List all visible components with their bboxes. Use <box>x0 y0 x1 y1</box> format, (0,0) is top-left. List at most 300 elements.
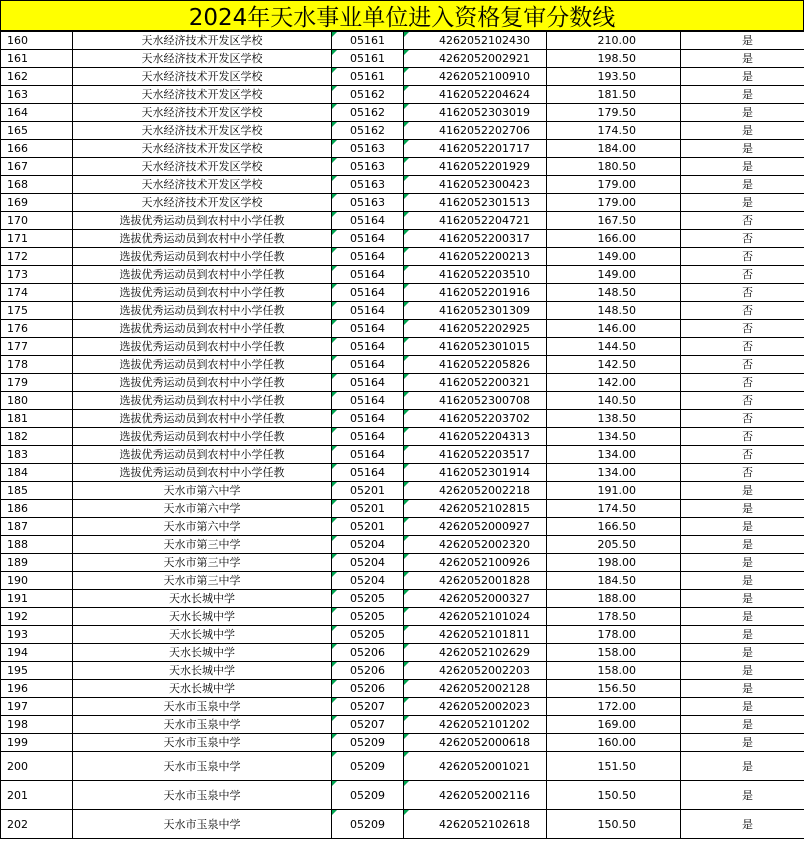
text-format-marker-icon <box>404 482 409 487</box>
exam-id-cell[interactable] <box>404 302 547 320</box>
unit-name-cell[interactable] <box>73 518 332 536</box>
score-cell[interactable] <box>547 680 681 698</box>
exam-id-cell[interactable] <box>404 428 547 446</box>
row-number-cell[interactable] <box>1 194 73 212</box>
score-cell[interactable] <box>547 662 681 680</box>
text-format-marker-icon <box>332 50 337 55</box>
qualified-flag-cell[interactable] <box>681 446 804 464</box>
score: 144.50 <box>597 340 636 353</box>
score-cell[interactable] <box>547 716 681 734</box>
unit-name-cell[interactable] <box>73 320 332 338</box>
unit-name-cell[interactable] <box>73 608 332 626</box>
row-number-cell[interactable] <box>1 752 73 781</box>
position-code-cell[interactable] <box>332 284 404 302</box>
exam-id: 4162052204624 <box>439 88 530 101</box>
position-code-cell[interactable] <box>332 248 404 266</box>
position-code-cell[interactable] <box>332 32 404 50</box>
exam-id-cell[interactable] <box>404 644 547 662</box>
qualified-flag-cell[interactable] <box>681 158 804 176</box>
qualified-flag-cell[interactable] <box>681 302 804 320</box>
qualified-flag-cell[interactable] <box>681 716 804 734</box>
score-cell[interactable] <box>547 781 681 810</box>
qualified-flag-cell[interactable] <box>681 68 804 86</box>
score-cell[interactable] <box>547 392 681 410</box>
score-cell[interactable] <box>547 248 681 266</box>
position-code-cell[interactable] <box>332 68 404 86</box>
qualified-flag-cell[interactable] <box>681 680 804 698</box>
qualified-flag: 是 <box>742 759 753 773</box>
row-number-cell[interactable] <box>1 626 73 644</box>
row-number-cell[interactable] <box>1 518 73 536</box>
exam-id-cell[interactable] <box>404 572 547 590</box>
unit-name-cell[interactable] <box>73 482 332 500</box>
qualified-flag-cell[interactable] <box>681 698 804 716</box>
unit-name-cell[interactable] <box>73 644 332 662</box>
unit-name-cell[interactable] <box>73 572 332 590</box>
position-code-cell[interactable] <box>332 266 404 284</box>
exam-id-cell[interactable] <box>404 698 547 716</box>
score-cell[interactable] <box>547 500 681 518</box>
score-cell[interactable] <box>547 122 681 140</box>
exam-id-cell[interactable] <box>404 122 547 140</box>
row-number-cell[interactable] <box>1 248 73 266</box>
score-cell[interactable] <box>547 158 681 176</box>
row-number-cell[interactable] <box>1 140 73 158</box>
row-number-cell[interactable] <box>1 338 73 356</box>
score-cell[interactable] <box>547 68 681 86</box>
row-number-cell[interactable] <box>1 554 73 572</box>
position-code-cell[interactable] <box>332 680 404 698</box>
score-cell[interactable] <box>547 810 681 839</box>
exam-id-cell[interactable] <box>404 518 547 536</box>
qualified-flag-cell[interactable] <box>681 104 804 122</box>
unit-name-cell[interactable] <box>73 781 332 810</box>
position-code-cell[interactable] <box>332 392 404 410</box>
row-number-cell[interactable] <box>1 608 73 626</box>
unit-name-cell[interactable] <box>73 752 332 781</box>
position-code-cell[interactable] <box>332 752 404 781</box>
qualified-flag-cell[interactable] <box>681 428 804 446</box>
qualified-flag: 是 <box>742 124 753 137</box>
exam-id-cell[interactable] <box>404 752 547 781</box>
unit-name-cell[interactable] <box>73 680 332 698</box>
position-code-cell[interactable] <box>332 140 404 158</box>
unit-name-cell[interactable] <box>73 410 332 428</box>
exam-id-cell[interactable] <box>404 446 547 464</box>
position-code-cell[interactable] <box>332 230 404 248</box>
score-cell[interactable] <box>547 464 681 482</box>
row-number-cell[interactable] <box>1 68 73 86</box>
score-cell[interactable] <box>547 266 681 284</box>
row-number-cell[interactable] <box>1 464 73 482</box>
unit-name-cell[interactable] <box>73 212 332 230</box>
qualified-flag-cell[interactable] <box>681 284 804 302</box>
score-cell[interactable] <box>547 140 681 158</box>
exam-id-cell[interactable] <box>404 104 547 122</box>
exam-id-cell[interactable] <box>404 536 547 554</box>
score-cell[interactable] <box>547 32 681 50</box>
unit-name: 选拔优秀运动员到农村中小学任教 <box>119 214 285 227</box>
score-cell[interactable] <box>547 320 681 338</box>
row-number-cell[interactable] <box>1 374 73 392</box>
unit-name-cell[interactable] <box>73 554 332 572</box>
row-number-cell[interactable] <box>1 356 73 374</box>
qualified-flag-cell[interactable] <box>681 338 804 356</box>
unit-name-cell[interactable] <box>73 284 332 302</box>
unit-name-cell[interactable] <box>73 140 332 158</box>
exam-id-cell[interactable] <box>404 662 547 680</box>
exam-id-cell[interactable] <box>404 176 547 194</box>
exam-id-cell[interactable] <box>404 50 547 68</box>
qualified-flag-cell[interactable] <box>681 32 804 50</box>
qualified-flag-cell[interactable] <box>681 554 804 572</box>
unit-name-cell[interactable] <box>73 464 332 482</box>
position-code-cell[interactable] <box>332 194 404 212</box>
exam-id: 4162052204313 <box>439 430 530 443</box>
qualified-flag-cell[interactable] <box>681 212 804 230</box>
exam-id-cell[interactable] <box>404 338 547 356</box>
row-number-cell[interactable] <box>1 410 73 428</box>
exam-id-cell[interactable] <box>404 392 547 410</box>
position-code-cell[interactable] <box>332 572 404 590</box>
table-row <box>1 446 804 464</box>
position-code-cell[interactable] <box>332 518 404 536</box>
qualified-flag-cell[interactable] <box>681 518 804 536</box>
exam-id-cell[interactable] <box>404 158 547 176</box>
position-code-cell[interactable] <box>332 320 404 338</box>
exam-id-cell[interactable] <box>404 266 547 284</box>
exam-id-cell[interactable] <box>404 781 547 810</box>
score-cell[interactable] <box>547 554 681 572</box>
row-number-cell[interactable] <box>1 284 73 302</box>
exam-id-cell[interactable] <box>404 194 547 212</box>
score-cell[interactable] <box>547 374 681 392</box>
row-number-cell[interactable] <box>1 536 73 554</box>
table-row <box>1 464 804 482</box>
score-cell[interactable] <box>547 50 681 68</box>
score-cell[interactable] <box>547 284 681 302</box>
qualified-flag-cell[interactable] <box>681 572 804 590</box>
text-format-marker-icon <box>404 32 409 37</box>
unit-name-cell[interactable] <box>73 356 332 374</box>
row-number: 179 <box>7 376 28 389</box>
unit-name-cell[interactable] <box>73 716 332 734</box>
qualified-flag-cell[interactable] <box>681 644 804 662</box>
unit-name-cell[interactable] <box>73 50 332 68</box>
position-code-cell[interactable] <box>332 698 404 716</box>
row-number-cell[interactable] <box>1 590 73 608</box>
qualified-flag-cell[interactable] <box>681 356 804 374</box>
qualified-flag-cell[interactable] <box>681 122 804 140</box>
qualified-flag-cell[interactable] <box>681 320 804 338</box>
qualified-flag-cell[interactable] <box>681 810 804 839</box>
unit-name-cell[interactable] <box>73 176 332 194</box>
unit-name: 天水经济技术开发区学校 <box>141 178 263 191</box>
qualified-flag-cell[interactable] <box>681 86 804 104</box>
unit-name: 天水市玉泉中学 <box>163 736 241 749</box>
score-cell[interactable] <box>547 608 681 626</box>
exam-id-cell[interactable] <box>404 356 547 374</box>
score-cell[interactable] <box>547 572 681 590</box>
score-cell[interactable] <box>547 482 681 500</box>
score-cell[interactable] <box>547 590 681 608</box>
position-code-cell[interactable] <box>332 158 404 176</box>
qualified-flag-cell[interactable] <box>681 662 804 680</box>
row-number-cell[interactable] <box>1 176 73 194</box>
unit-name: 天水长城中学 <box>169 592 235 605</box>
exam-id-cell[interactable] <box>404 374 547 392</box>
exam-id-cell[interactable] <box>404 716 547 734</box>
qualified-flag-cell[interactable] <box>681 194 804 212</box>
position-code-cell[interactable] <box>332 500 404 518</box>
exam-id-cell[interactable] <box>404 680 547 698</box>
row-number-cell[interactable] <box>1 810 73 839</box>
exam-id-cell[interactable] <box>404 86 547 104</box>
row-number-cell[interactable] <box>1 50 73 68</box>
exam-id-cell[interactable] <box>404 734 547 752</box>
row-number-cell[interactable] <box>1 32 73 50</box>
position-code-cell[interactable] <box>332 810 404 839</box>
exam-id-cell[interactable] <box>404 554 547 572</box>
score-cell[interactable] <box>547 518 681 536</box>
exam-id-cell[interactable] <box>404 284 547 302</box>
unit-name-cell[interactable] <box>73 392 332 410</box>
exam-id-cell[interactable] <box>404 464 547 482</box>
row-number-cell[interactable] <box>1 680 73 698</box>
score: 150.50 <box>597 817 636 831</box>
qualified-flag-cell[interactable] <box>681 626 804 644</box>
unit-name-cell[interactable] <box>73 428 332 446</box>
unit-name-cell[interactable] <box>73 734 332 752</box>
unit-name-cell[interactable] <box>73 194 332 212</box>
position-code-cell[interactable] <box>332 662 404 680</box>
row-number-cell[interactable] <box>1 302 73 320</box>
row-number-cell[interactable] <box>1 446 73 464</box>
text-format-marker-icon <box>332 338 337 343</box>
exam-id-cell[interactable] <box>404 608 547 626</box>
exam-id: 4262052101024 <box>439 610 530 623</box>
score-cell[interactable] <box>547 428 681 446</box>
qualified-flag-cell[interactable] <box>681 500 804 518</box>
exam-id-cell[interactable] <box>404 212 547 230</box>
position-code-cell[interactable] <box>332 86 404 104</box>
table-row <box>1 698 804 716</box>
position-code-cell[interactable] <box>332 428 404 446</box>
unit-name-cell[interactable] <box>73 374 332 392</box>
score-cell[interactable] <box>547 644 681 662</box>
unit-name-cell[interactable] <box>73 104 332 122</box>
exam-id-cell[interactable] <box>404 248 547 266</box>
score: 179.00 <box>597 196 636 209</box>
exam-id-cell[interactable] <box>404 590 547 608</box>
position-code: 05163 <box>350 196 385 209</box>
text-format-marker-icon <box>404 572 409 577</box>
row-number-cell[interactable] <box>1 392 73 410</box>
row-number-cell[interactable] <box>1 266 73 284</box>
score-cell[interactable] <box>547 230 681 248</box>
row-number-cell[interactable] <box>1 572 73 590</box>
qualified-flag-cell[interactable] <box>681 734 804 752</box>
score-cell[interactable] <box>547 338 681 356</box>
row-number-cell[interactable] <box>1 482 73 500</box>
score-cell[interactable] <box>547 698 681 716</box>
position-code-cell[interactable] <box>332 374 404 392</box>
row-number-cell[interactable] <box>1 428 73 446</box>
unit-name-cell[interactable] <box>73 86 332 104</box>
qualified-flag-cell[interactable] <box>681 590 804 608</box>
unit-name-cell[interactable] <box>73 662 332 680</box>
row-number-cell[interactable] <box>1 104 73 122</box>
sheet-title[interactable]: 2024年天水事业单位进入资格复审分数线 <box>0 0 804 31</box>
qualified-flag-cell[interactable] <box>681 482 804 500</box>
score-cell[interactable] <box>547 356 681 374</box>
qualified-flag-cell[interactable] <box>681 176 804 194</box>
text-format-marker-icon <box>404 536 409 541</box>
qualified-flag-cell[interactable] <box>681 374 804 392</box>
position-code-cell[interactable] <box>332 781 404 810</box>
score-cell[interactable] <box>547 104 681 122</box>
score-cell[interactable] <box>547 86 681 104</box>
row-number: 195 <box>7 664 28 677</box>
unit-name-cell[interactable] <box>73 590 332 608</box>
position-code-cell[interactable] <box>332 554 404 572</box>
text-format-marker-icon <box>332 536 337 541</box>
row-number-cell[interactable] <box>1 320 73 338</box>
position-code-cell[interactable] <box>332 464 404 482</box>
position-code-cell[interactable] <box>332 734 404 752</box>
exam-id: 4162052301914 <box>439 466 530 479</box>
score-cell[interactable] <box>547 626 681 644</box>
exam-id-cell[interactable] <box>404 482 547 500</box>
qualified-flag-cell[interactable] <box>681 781 804 810</box>
row-number-cell[interactable] <box>1 86 73 104</box>
position-code: 05161 <box>350 34 385 47</box>
table-row <box>1 302 804 320</box>
position-code-cell[interactable] <box>332 302 404 320</box>
exam-id-cell[interactable] <box>404 810 547 839</box>
score-cell[interactable] <box>547 194 681 212</box>
table-row <box>1 500 804 518</box>
position-code-cell[interactable] <box>332 608 404 626</box>
score-cell[interactable] <box>547 410 681 428</box>
unit-name-cell[interactable] <box>73 500 332 518</box>
row-number-cell[interactable] <box>1 500 73 518</box>
row-number-cell[interactable] <box>1 781 73 810</box>
score-cell[interactable] <box>547 752 681 781</box>
qualified-flag-cell[interactable] <box>681 50 804 68</box>
score-cell[interactable] <box>547 446 681 464</box>
exam-id-cell[interactable] <box>404 410 547 428</box>
score: 184.00 <box>597 142 636 155</box>
unit-name-cell[interactable] <box>73 122 332 140</box>
qualified-flag-cell[interactable] <box>681 608 804 626</box>
row-number-cell[interactable] <box>1 716 73 734</box>
qualified-flag-cell[interactable] <box>681 752 804 781</box>
qualified-flag-cell[interactable] <box>681 230 804 248</box>
exam-id-cell[interactable] <box>404 320 547 338</box>
table-row <box>1 356 804 374</box>
row-number-cell[interactable] <box>1 122 73 140</box>
row-number-cell[interactable] <box>1 644 73 662</box>
text-format-marker-icon <box>332 810 337 815</box>
row-number-cell[interactable] <box>1 734 73 752</box>
score: 169.00 <box>597 718 636 731</box>
unit-name-cell[interactable] <box>73 626 332 644</box>
position-code-cell[interactable] <box>332 644 404 662</box>
text-format-marker-icon <box>332 518 337 523</box>
position-code-cell[interactable] <box>332 590 404 608</box>
unit-name-cell[interactable] <box>73 248 332 266</box>
score-cell[interactable] <box>547 302 681 320</box>
score-cell[interactable] <box>547 536 681 554</box>
qualified-flag-cell[interactable] <box>681 248 804 266</box>
position-code-cell[interactable] <box>332 122 404 140</box>
row-number-cell[interactable] <box>1 230 73 248</box>
unit-name-cell[interactable] <box>73 230 332 248</box>
qualified-flag-cell[interactable] <box>681 392 804 410</box>
exam-id-cell[interactable] <box>404 32 547 50</box>
position-code-cell[interactable] <box>332 338 404 356</box>
unit-name-cell[interactable] <box>73 266 332 284</box>
position-code-cell[interactable] <box>332 356 404 374</box>
qualified-flag-cell[interactable] <box>681 266 804 284</box>
text-format-marker-icon <box>332 86 337 91</box>
unit-name-cell[interactable] <box>73 810 332 839</box>
position-code-cell[interactable] <box>332 482 404 500</box>
row-number: 163 <box>7 88 28 101</box>
unit-name-cell[interactable] <box>73 158 332 176</box>
exam-id-cell[interactable] <box>404 68 547 86</box>
row-number: 176 <box>7 322 28 335</box>
table-row <box>1 50 804 68</box>
qualified-flag-cell[interactable] <box>681 536 804 554</box>
position-code-cell[interactable] <box>332 50 404 68</box>
row-number-cell[interactable] <box>1 698 73 716</box>
exam-id-cell[interactable] <box>404 500 547 518</box>
qualified-flag-cell[interactable] <box>681 410 804 428</box>
unit-name-cell[interactable] <box>73 302 332 320</box>
unit-name-cell[interactable] <box>73 32 332 50</box>
text-format-marker-icon <box>332 302 337 307</box>
unit-name-cell[interactable] <box>73 698 332 716</box>
score-cell[interactable] <box>547 734 681 752</box>
score: 181.50 <box>597 88 636 101</box>
qualified-flag-cell[interactable] <box>681 464 804 482</box>
exam-id-cell[interactable] <box>404 140 547 158</box>
position-code-cell[interactable] <box>332 446 404 464</box>
unit-name-cell[interactable] <box>73 338 332 356</box>
unit-name-cell[interactable] <box>73 536 332 554</box>
exam-id-cell[interactable] <box>404 230 547 248</box>
row-number-cell[interactable] <box>1 212 73 230</box>
position-code-cell[interactable] <box>332 716 404 734</box>
score-cell[interactable] <box>547 176 681 194</box>
position-code-cell[interactable] <box>332 410 404 428</box>
qualified-flag-cell[interactable] <box>681 140 804 158</box>
row-number-cell[interactable] <box>1 662 73 680</box>
position-code-cell[interactable] <box>332 176 404 194</box>
position-code-cell[interactable] <box>332 104 404 122</box>
score-cell[interactable] <box>547 212 681 230</box>
row-number-cell[interactable] <box>1 158 73 176</box>
position-code-cell[interactable] <box>332 536 404 554</box>
unit-name-cell[interactable] <box>73 68 332 86</box>
position-code-cell[interactable] <box>332 212 404 230</box>
position-code-cell[interactable] <box>332 626 404 644</box>
unit-name-cell[interactable] <box>73 446 332 464</box>
exam-id-cell[interactable] <box>404 626 547 644</box>
text-format-marker-icon <box>404 500 409 505</box>
